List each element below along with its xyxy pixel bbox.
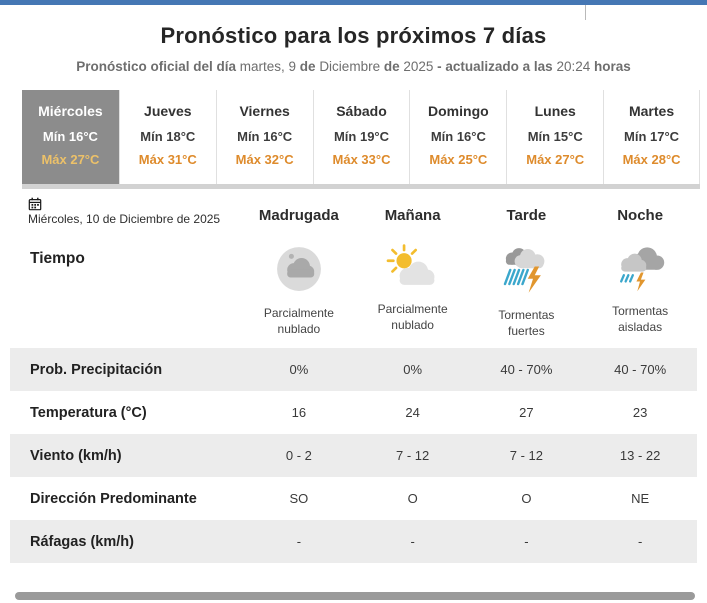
weather-cell-noche [583,236,697,335]
horizontal-scrollbar-thumb[interactable] [15,592,695,600]
table-row-temperature [10,391,697,434]
row-label: Temperatura (°C) [30,404,147,421]
row-value: 40 - 70% [500,362,553,377]
page-title: Pronóstico para los próximos 7 días [160,23,547,48]
row-label: Viento (km/h) [30,447,122,464]
row-value: 16 [291,405,307,420]
row-value: 7 - 12 [509,448,543,463]
subtitle-segment: martes, 9 [239,59,300,74]
row-value: SO [289,491,309,506]
weather-cell-tarde [470,236,584,339]
max-temp: Máx 33°C [332,152,391,167]
row-value: O [521,491,532,506]
day-tab-label: Domingo [428,103,489,119]
max-temp: Máx 27°C [41,152,100,167]
row-value: 13 - 22 [619,448,661,463]
row-label: Ráfagas (km/h) [30,533,134,550]
row-value: 27 [519,405,534,420]
day-tab-martes[interactable] [603,90,700,184]
day-tab-domingo[interactable] [409,90,506,184]
period-header-manana: Mañana [384,207,441,224]
subtitle-segment: - actualizado a las [437,59,557,74]
min-temp: Mín 19°C [333,129,390,144]
row-label: Dirección Predominante [30,490,197,507]
row-value: 23 [632,405,648,420]
period-header-noche: Noche [617,207,664,224]
max-temp: Máx 32°C [235,152,294,167]
weather-cell-manana [356,236,470,333]
weather-caption: Tormentas fuertes [498,308,555,339]
row-value: - [524,534,529,549]
max-temp: Máx 28°C [622,152,681,167]
day-tab-jueves[interactable] [119,90,216,184]
row-value: 7 - 12 [396,448,430,463]
max-temp: Máx 31°C [138,152,197,167]
day-tab-lunes[interactable] [506,90,603,184]
day-tab-sabado[interactable] [313,90,410,184]
min-temp: Mín 16°C [237,129,293,144]
isolated-storms-icon [611,242,669,294]
text-caret-artifact [585,5,586,20]
table-row-wind-direction [10,477,697,520]
subtitle-segment: horas [593,59,631,74]
day-tab-strip [22,90,700,184]
min-temp: Mín 17°C [624,129,680,144]
min-temp: Mín 15°C [527,129,583,144]
subtitle-segment: 20:24 [556,59,594,74]
weather-caption: Parcialmente nublado [377,302,448,333]
min-temp: Mín 18°C [140,129,196,144]
subtitle-segment: Pronóstico oficial del día [76,59,240,74]
table-row-gusts [10,520,697,563]
min-temp: Mín 16°C [42,129,98,144]
day-tab-label: Viernes [239,103,290,119]
row-value: NE [631,491,650,506]
weather-caption: Tormentas aisladas [612,304,669,335]
row-value: - [637,534,643,549]
day-tab-label: Jueves [144,103,192,119]
max-temp: Máx 27°C [526,152,585,167]
weather-cell-madrugada [242,236,356,337]
subtitle-segment: 2025 [403,59,438,74]
table-row-wind [10,434,697,477]
row-value: O [407,491,418,506]
row-value: 0% [403,362,423,377]
row-value: - [410,534,415,549]
row-label: Prob. Precipitación [30,361,163,378]
day-tab-viernes[interactable] [216,90,313,184]
weather-caption: Parcialmente nublado [263,306,334,337]
table-row-precipitation [10,348,697,391]
period-header-tarde: Tarde [506,207,547,224]
partly-cloudy-day-icon [384,242,442,292]
selected-date-cell [10,197,242,226]
subtitle-segment: de [299,59,320,74]
weather-row-label: Tiempo [30,250,85,267]
top-accent-bar [0,0,707,5]
row-value: 0 - 2 [285,448,312,463]
period-header-madrugada: Madrugada [258,207,339,224]
row-value: 24 [405,405,420,420]
strong-storms-icon [498,242,554,298]
partly-cloudy-night-icon [272,242,326,296]
row-value: 40 - 70% [614,362,667,377]
day-tab-label: Martes [628,103,675,119]
row-value: 0% [289,362,309,377]
period-header-row [10,189,697,232]
weather-conditions-row [10,232,697,348]
min-temp: Mín 16°C [430,129,486,144]
max-temp: Máx 25°C [429,152,488,167]
day-tab-label: Lunes [534,103,576,119]
row-value: - [296,534,302,549]
subtitle-segment: Diciembre [319,59,384,74]
forecast-issued-subtitle [0,59,707,74]
day-tab-label: Sábado [336,103,387,119]
day-tab-label: Miércoles [38,103,103,119]
calendar-icon [28,197,42,211]
day-tab-miercoles[interactable] [22,90,119,184]
selected-date-label: Miércoles, 10 de Diciembre de 2025 [28,212,221,226]
subtitle-segment: de [383,59,404,74]
